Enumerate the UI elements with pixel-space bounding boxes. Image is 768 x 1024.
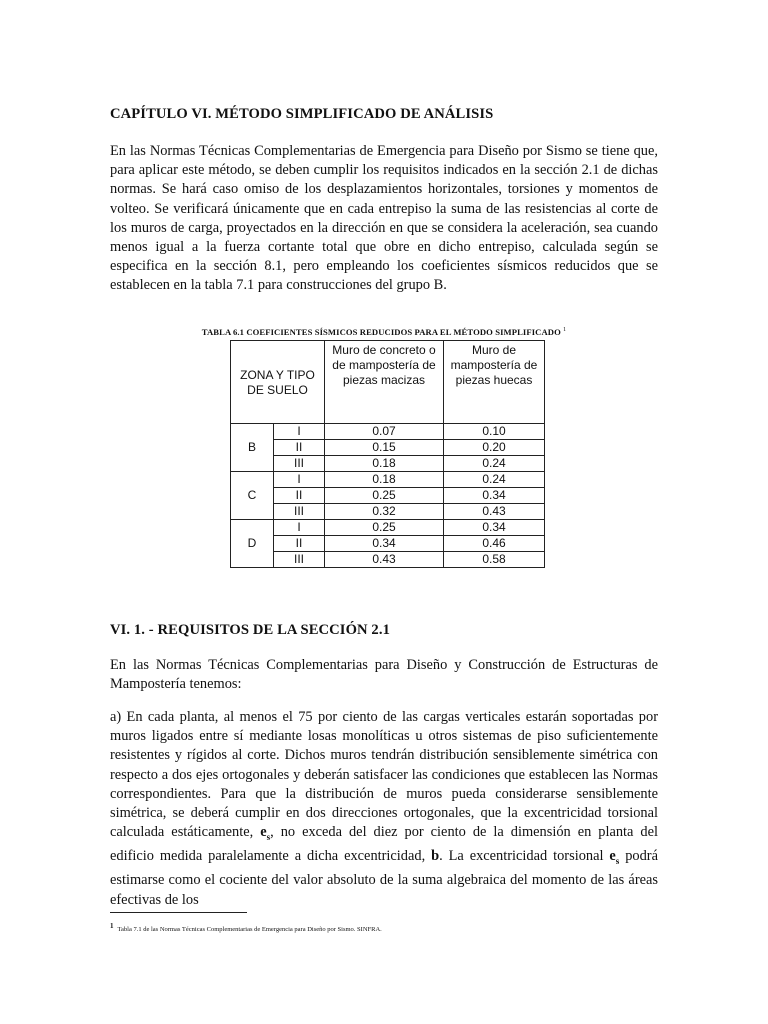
footnote-number: 1 bbox=[110, 922, 114, 930]
value-hollow: 0.58 bbox=[444, 552, 545, 568]
table-row bbox=[231, 520, 545, 536]
soil-cell: III bbox=[274, 552, 325, 568]
intro-paragraph: En las Normas Técnicas Complementarias de Emergencia para Diseño por Sismo se tiene que, para aplicar este método, se deben cumplir los requisitos indicados en la sección 2.1 de dichas normas. Se hará caso omiso de los desplazamientos horizontales, torsiones y momentos de volteo. Se verificará únicamente que en cada entrepiso la suma de las resistencias al corte de los muros de carga, proyectados en la dirección en que se considera la aceleración, sea cuando menos igual a la fuerza cortante total que obre en dicho entrepiso, calculada según se especifica en la sección 8.1, pero empleando los coeficientes sísmicos reducidos que se establecen en la tabla 7.1 para construcciones del grupo B. bbox=[110, 143, 658, 294]
zone-cell: D bbox=[231, 520, 274, 568]
soil-cell: I bbox=[274, 472, 325, 488]
item-a-part1: a) En cada planta, al menos el 75 por ciento de las cargas verticales estarán soportadas por muros ligados entre sí mediante losas monolíticas u otros sistemas de piso suficientemente resistentes y rígidos al corte. Dichos muros tendrán distribución sensiblemente simétrica con respecto a dos ejes ortogonales y deberán satisfacer las condiciones que establecen las Normas correspondientes. Para que la distribución de muros pueda considerarse sensiblemente simétrica, se deberá cumplir en dos direcciones ortogonales, que la excentricidad torsional calculada estáticamente, bbox=[110, 709, 658, 841]
table-row bbox=[231, 504, 545, 520]
table-row bbox=[231, 424, 545, 440]
table-header-row bbox=[231, 341, 545, 424]
soil-cell: II bbox=[274, 488, 325, 504]
value-solid: 0.43 bbox=[325, 552, 444, 568]
symbol-e-s-2: $e_s$ bbox=[609, 848, 620, 867]
section-title: VI. 1. - REQUISITOS DE LA SECCIÓN 2.1 bbox=[110, 622, 390, 638]
footnote-divider bbox=[110, 912, 247, 913]
value-solid: 0.15 bbox=[325, 440, 444, 456]
symbol-b: b bbox=[431, 848, 440, 865]
item-a-part4: podrá estimarse como el cociente del valor absoluto de la suma algebraica del momento de las áreas efectivas de los bbox=[110, 848, 658, 908]
section-intro-paragraph: En las Normas Técnicas Complementarias para Diseño y Construcción de Estructuras de Mampostería tenemos: bbox=[110, 657, 658, 693]
header-solid-wall: Muro de concreto o de mampostería de piezas macizas bbox=[325, 341, 444, 424]
soil-cell: II bbox=[274, 440, 325, 456]
soil-cell: III bbox=[274, 456, 325, 472]
value-solid: 0.18 bbox=[325, 472, 444, 488]
table-row bbox=[231, 536, 545, 552]
value-solid: 0.32 bbox=[325, 504, 444, 520]
value-hollow: 0.10 bbox=[444, 424, 545, 440]
item-a-part2: , no exceda del diez por ciento de la dimensión en planta del edificio medida paralelamente a dicha excentricidad, bbox=[110, 824, 658, 865]
value-hollow: 0.34 bbox=[444, 520, 545, 536]
table-row bbox=[231, 472, 545, 488]
value-hollow: 0.24 bbox=[444, 472, 545, 488]
header-hollow-wall: Muro de mampostería de piezas huecas bbox=[444, 341, 545, 424]
footnote-text: Tabla 7.1 de las Normas Técnicas Complementarias de Emergencia para Diseño por Sismo. SINFRA. bbox=[117, 926, 382, 934]
soil-cell: I bbox=[274, 520, 325, 536]
table-caption bbox=[110, 327, 658, 337]
value-hollow: 0.46 bbox=[444, 536, 545, 552]
zone-cell: C bbox=[231, 472, 274, 520]
chapter-title: CAPÍTULO VI. MÉTODO SIMPLIFICADO DE ANÁLISIS bbox=[110, 106, 494, 122]
value-hollow: 0.20 bbox=[444, 440, 545, 456]
symbol-e-s: $e_s$ bbox=[260, 824, 271, 843]
table-row bbox=[231, 488, 545, 504]
value-solid: 0.34 bbox=[325, 536, 444, 552]
value-solid: 0.25 bbox=[325, 520, 444, 536]
soil-cell: III bbox=[274, 504, 325, 520]
table-caption-footnote-ref: 1 bbox=[563, 327, 567, 334]
table-row bbox=[231, 440, 545, 456]
table-row bbox=[231, 456, 545, 472]
value-hollow: 0.24 bbox=[444, 456, 545, 472]
item-a-part3: . La excentricidad torsional bbox=[439, 848, 604, 865]
footnote bbox=[110, 922, 658, 933]
seismic-coefficients-table bbox=[230, 340, 545, 568]
table-caption-text: TABLA 6.1 COEFICIENTES SÍSMICOS REDUCIDOS PARA EL MÉTODO SIMPLIFICADO bbox=[201, 327, 561, 337]
value-solid: 0.25 bbox=[325, 488, 444, 504]
value-hollow: 0.43 bbox=[444, 504, 545, 520]
value-solid: 0.18 bbox=[325, 456, 444, 472]
zone-cell: B bbox=[231, 424, 274, 472]
table-row bbox=[231, 552, 545, 568]
value-hollow: 0.34 bbox=[444, 488, 545, 504]
header-zone: ZONA Y TIPO DE SUELO bbox=[231, 341, 325, 424]
value-solid: 0.07 bbox=[325, 424, 444, 440]
soil-cell: I bbox=[274, 424, 325, 440]
soil-cell: II bbox=[274, 536, 325, 552]
item-a-paragraph bbox=[110, 708, 658, 910]
